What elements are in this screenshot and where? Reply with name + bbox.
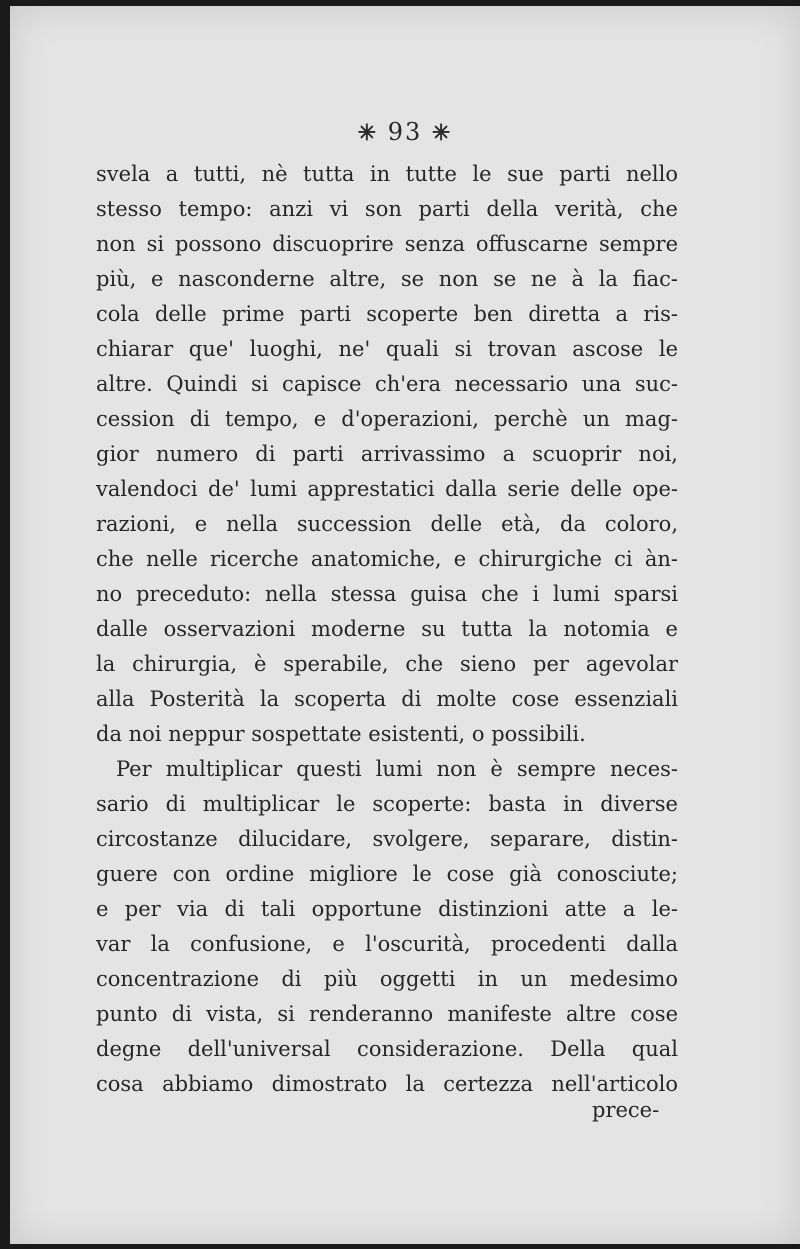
text-line: altre. Quindi si capisce ch'era necessario una suc-: [96, 372, 678, 396]
text-line: da noi neppur sospettate esistenti, o possibili.: [96, 722, 586, 746]
ornament-left: ✳: [357, 120, 379, 146]
text-line: alla Posterità la scoperta di molte cose essenziali: [96, 687, 678, 711]
text-line: dalle osservazioni moderne su tutta la notomia e: [96, 617, 678, 641]
text-line: e per via di tali opportune distinzioni atte a le-: [96, 897, 678, 921]
text-line: razioni, e nella succession delle età, da coloro,: [96, 512, 678, 536]
text-line: non si possono discuoprire senza offuscarne sempre: [96, 232, 678, 256]
text-line: chiarar que' luoghi, ne' quali si trovan ascose le: [96, 337, 678, 361]
text-line: la chirurgia, è sperabile, che sieno per agevolar: [96, 652, 678, 676]
text-line: cola delle prime parti scoperte ben diretta a ris-: [96, 302, 678, 326]
body-text: [96, 157, 678, 1102]
text-line: valendoci de' lumi apprestatici dalla serie delle ope-: [96, 477, 678, 501]
text-line: gior numero di parti arrivassimo a scuoprir noi,: [96, 442, 678, 466]
text-line: var la confusione, e l'oscurità, procedenti dalla: [96, 932, 678, 956]
catchword: prece-: [592, 1098, 660, 1122]
page-number: 93: [387, 118, 423, 146]
text-line: guere con ordine migliore le cose già conosciute;: [96, 862, 678, 886]
text-line: circostanze dilucidare, svolgere, separare, distin-: [96, 827, 678, 851]
text-line: cosa abbiamo dimostrato la certezza nell'articolo: [96, 1072, 678, 1096]
book-page: [10, 6, 800, 1244]
text-line: no preceduto: nella stessa guisa che i lumi sparsi: [96, 582, 678, 606]
text-line: degne dell'universal considerazione. Della qual: [96, 1037, 678, 1061]
text-line: più, e nasconderne altre, se non se ne à la fiac-: [96, 267, 678, 291]
text-line: sario di multiplicar le scoperte: basta in diverse: [96, 792, 678, 816]
text-line: Per multiplicar questi lumi non è sempre neces-: [116, 757, 678, 781]
text-line: che nelle ricerche anatomiche, e chirurgiche ci àn-: [96, 547, 678, 571]
text-line: cession di tempo, e d'operazioni, perchè un mag-: [96, 407, 678, 431]
page-header: [10, 118, 800, 146]
text-line: concentrazione di più oggetti in un medesimo: [96, 967, 678, 991]
text-line: stesso tempo: anzi vi son parti della verità, che: [96, 197, 678, 221]
text-line: svela a tutti, nè tutta in tutte le sue parti nello: [96, 162, 678, 186]
ornament-right: ✳: [431, 120, 453, 146]
text-line: punto di vista, si renderanno manifeste altre cose: [96, 1002, 678, 1026]
